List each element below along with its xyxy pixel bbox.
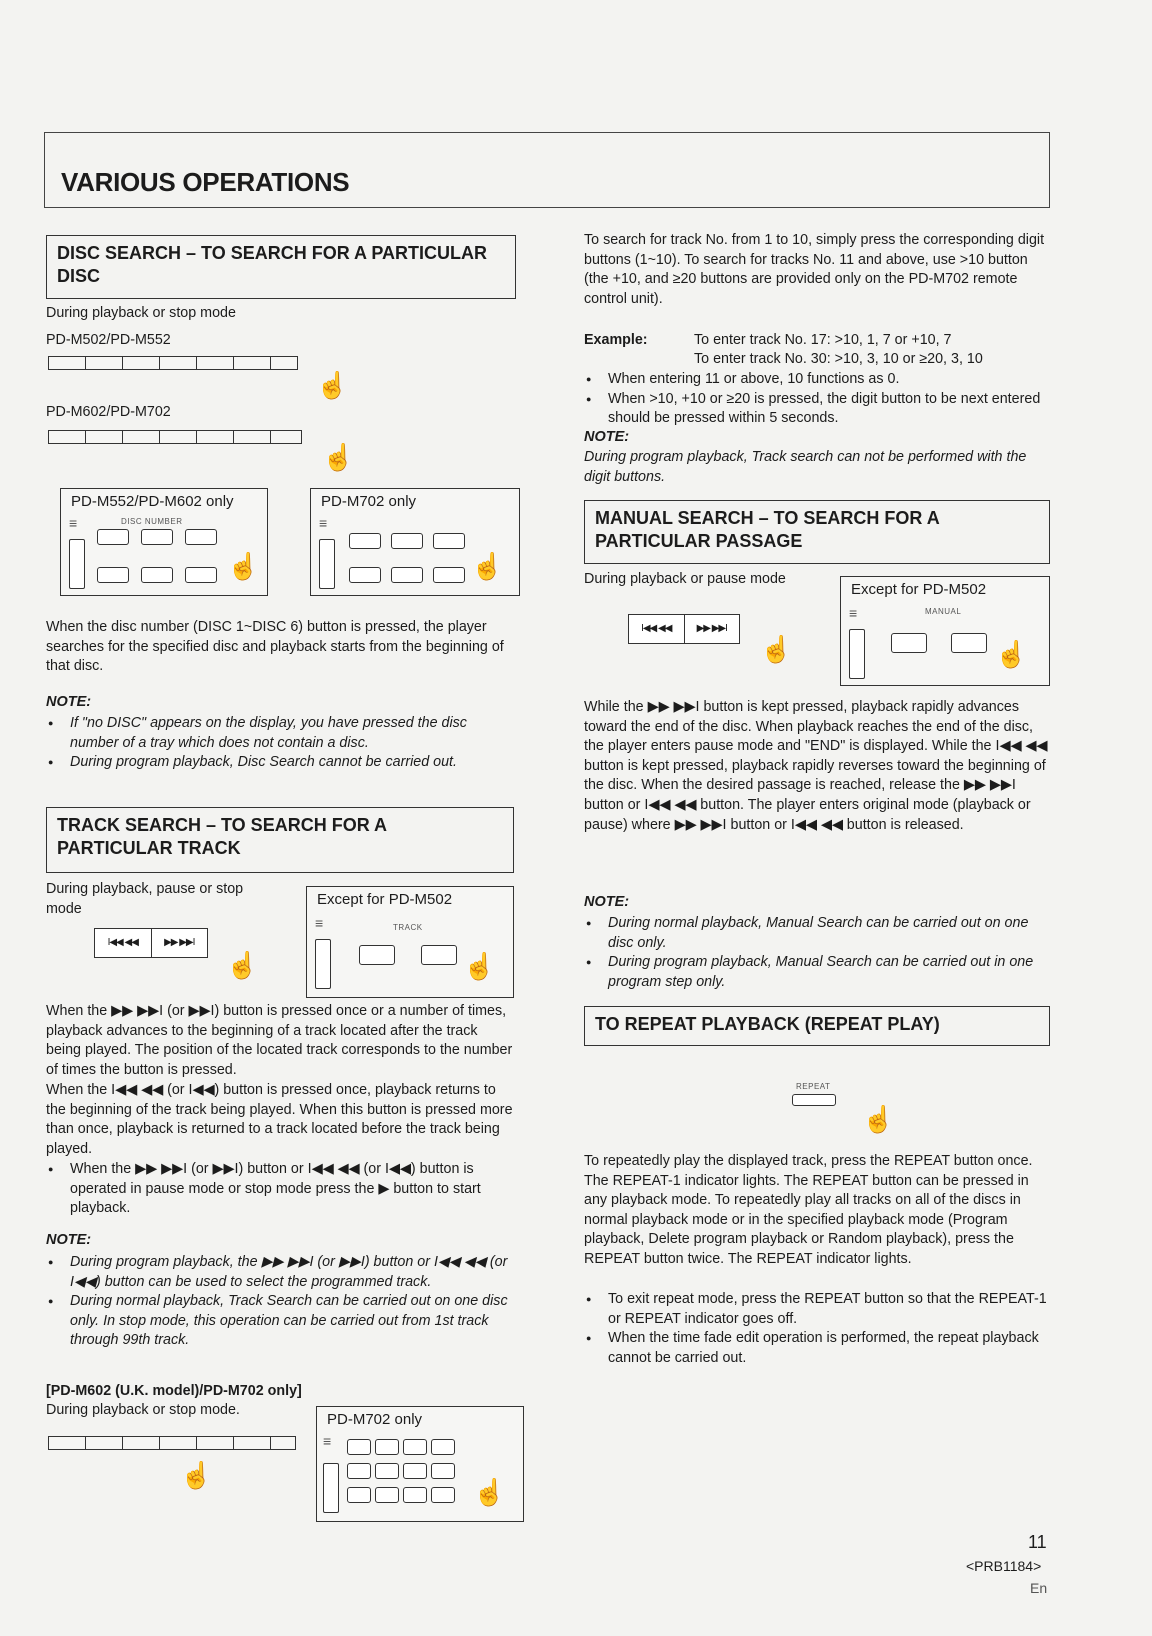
disc-6-button[interactable] bbox=[433, 567, 465, 583]
disc-search-heading: DISC SEARCH – TO SEARCH FOR A PARTICULAR DISC bbox=[46, 235, 516, 299]
digit-button[interactable] bbox=[375, 1439, 399, 1455]
sensor-window bbox=[323, 1463, 339, 1513]
track-search-body-1: When the ▶▶ ▶▶I (or ▶▶I) button is pressed once or a number of times, playback advances to the beginning of a track located after the track being played. The position of the located track corresponds to the number of times the button is pressed. bbox=[46, 1003, 513, 1078]
bullet-item: ● When entering 11 or above, 10 functions as 0. bbox=[584, 370, 1050, 390]
note-item: ● During normal playback, Track Search can be carried out on one disc only. In stop mode, this operation can be carried out from 1st track through 99th track. bbox=[46, 1292, 514, 1351]
note-item: ● During program playback, Disc Search cannot be carried out. bbox=[46, 753, 512, 773]
repeat-bullets bbox=[584, 1290, 1050, 1368]
manual-search-notes bbox=[584, 914, 1050, 992]
disc-1-button[interactable] bbox=[97, 529, 129, 545]
digit-intro: To search for track No. from 1 to 10, simply press the corresponding digit buttons (1~10). To search for tracks No. 11 and above, use >10 button (the +10, and ≥20 buttons are provided only on the PD-M702 remote control unit). bbox=[584, 232, 1045, 307]
digit-note: During program playback, Track search can not be performed with the digit buttons. bbox=[584, 449, 1027, 485]
manual-search-body: While the ▶▶ ▶▶I button is kept pressed, playback rapidly advances toward the end of the disc. When playback reaches the end of the disc, the player enters pause mode and "END" is displayed. While the I◀◀ ◀◀ button is kept pressed, playback rapidly reverses toward the beginning of the disc. When the desired passage is reached, release the ▶▶ ▶▶I button or I◀◀ ◀◀ button. The player enters original mode (playback or pause) where ▶▶ ▶▶I button or I◀◀ ◀◀ button is released. bbox=[584, 699, 1048, 833]
front-panel-strip bbox=[48, 1436, 296, 1450]
example-line-1: To enter track No. 17: >10, 1, 7 or +10, 7 bbox=[694, 332, 952, 348]
skip-forward-button[interactable]: ▶▶ ▶▶I bbox=[164, 937, 195, 948]
track-forward-button[interactable] bbox=[421, 945, 457, 965]
skip-buttons bbox=[628, 614, 740, 644]
model-label-b: PD-M602/PD-M702 bbox=[46, 404, 171, 420]
disc-4-button[interactable] bbox=[97, 567, 129, 583]
disc-6-button[interactable] bbox=[185, 567, 217, 583]
note-item: ● During program playback, Manual Search can be carried out in one program step only. bbox=[584, 953, 1050, 992]
digit-button[interactable] bbox=[375, 1463, 399, 1479]
example-line-2: To enter track No. 30: >10, 3, 10 or ≥20, 3, 10 bbox=[694, 351, 983, 367]
sensor-window bbox=[315, 939, 331, 989]
manual-search-heading: MANUAL SEARCH – TO SEARCH FOR A PARTICULAR PASSAGE bbox=[584, 500, 1050, 564]
track-search-body-2: When the I◀◀ ◀◀ (or I◀◀) button is pressed once, playback returns to the beginning of the track being played. When this button is pressed more than once, playback is returned to a track located before the track being played. bbox=[46, 1082, 513, 1157]
hand-pointer-icon: ☝ bbox=[316, 370, 349, 400]
digit-button[interactable] bbox=[403, 1487, 427, 1503]
disc-5-button[interactable] bbox=[391, 567, 423, 583]
hand-pointer-icon: ☝ bbox=[226, 950, 259, 980]
remote-panel-disc bbox=[60, 488, 268, 596]
digit-button[interactable] bbox=[403, 1439, 427, 1455]
model-label-a: PD-M502/PD-M552 bbox=[46, 332, 171, 348]
note-heading: NOTE: bbox=[46, 694, 92, 710]
panel-title: Except for PD-M502 bbox=[317, 891, 453, 908]
panel-title: PD-M552/PD-M602 only bbox=[71, 493, 234, 510]
disc-search-notes bbox=[46, 714, 512, 773]
remote-panel-track bbox=[306, 886, 514, 998]
note-heading: NOTE: bbox=[46, 1232, 92, 1248]
disc-5-button[interactable] bbox=[141, 567, 173, 583]
front-panel-strip bbox=[48, 356, 298, 370]
repeat-heading: TO REPEAT PLAYBACK (REPEAT PLAY) bbox=[584, 1006, 1050, 1046]
signal-icon: ≡ bbox=[849, 605, 858, 621]
sensor-window bbox=[69, 539, 85, 589]
disc-search-body: When the disc number (DISC 1~DISC 6) button is pressed, the player searches for the specified disc and playback starts from the beginning of that disc. bbox=[46, 619, 504, 675]
hand-pointer-icon: ☝ bbox=[995, 639, 1028, 669]
disc-search-mode: During playback or stop mode bbox=[46, 305, 236, 321]
panel-label: TRACK bbox=[393, 923, 423, 932]
digit-button[interactable] bbox=[431, 1463, 455, 1479]
hand-pointer-icon: ☝ bbox=[471, 551, 504, 581]
note-item: ● During program playback, the ▶▶ ▶▶I (or ▶▶I) button or I◀◀ ◀◀ (or I◀◀) button can be used to select the programmed track. bbox=[46, 1253, 514, 1292]
example-label: Example: bbox=[584, 332, 648, 348]
panel-label: DISC NUMBER bbox=[121, 517, 183, 526]
digit-button[interactable] bbox=[347, 1439, 371, 1455]
signal-icon: ≡ bbox=[315, 915, 324, 931]
disc-3-button[interactable] bbox=[185, 529, 217, 545]
note-item: ● If "no DISC" appears on the display, you have pressed the disc number of a tray which does not contain a disc. bbox=[46, 714, 512, 753]
panel-label: MANUAL bbox=[925, 607, 962, 616]
disc-4-button[interactable] bbox=[349, 567, 381, 583]
skip-forward-button[interactable]: ▶▶ ▶▶I bbox=[696, 623, 727, 634]
page-number: 11 bbox=[1028, 1532, 1047, 1552]
repeat-body: To repeatedly play the displayed track, press the REPEAT button once. The REPEAT-1 indicator lights. The REPEAT button can be pressed in any playback mode. To repeatedly play all tracks on all of the discs in normal playback mode or in the specified playback mode (Program playback, Delete program playback or Random playback), press the REPEAT button twice. The REPEAT indicator lights. bbox=[584, 1153, 1033, 1267]
bullet-item: ● When >10, +10 or ≥20 is pressed, the digit button to be next entered should be pressed within 5 seconds. bbox=[584, 390, 1050, 429]
track-search-mode: During playback, pause or stop mode bbox=[46, 881, 244, 917]
disc-3-button[interactable] bbox=[433, 533, 465, 549]
digit-button[interactable] bbox=[403, 1463, 427, 1479]
front-panel-strip bbox=[48, 430, 302, 444]
digit-bullets bbox=[584, 370, 1050, 429]
hand-pointer-icon: ☝ bbox=[473, 1477, 506, 1507]
signal-icon: ≡ bbox=[69, 515, 78, 531]
manual-back-button[interactable] bbox=[891, 633, 927, 653]
skip-buttons bbox=[94, 928, 208, 958]
hand-pointer-icon: ☝ bbox=[463, 951, 496, 981]
repeat-button[interactable] bbox=[792, 1094, 836, 1106]
bullet-item: ● To exit repeat mode, press the REPEAT button so that the REPEAT-1 or REPEAT indicator goes off. bbox=[584, 1290, 1050, 1329]
manual-search-mode: During playback or pause mode bbox=[584, 571, 786, 587]
panel-title: Except for PD-M502 bbox=[851, 581, 987, 598]
signal-icon: ≡ bbox=[319, 515, 328, 531]
remote-panel-manual bbox=[840, 576, 1050, 686]
note-heading: NOTE: bbox=[584, 894, 630, 910]
panel-title: PD-M702 only bbox=[327, 1411, 423, 1428]
uk-mode: During playback or stop mode. bbox=[46, 1402, 240, 1418]
manual-forward-button[interactable] bbox=[951, 633, 987, 653]
doc-code: <PRB1184> bbox=[966, 1558, 1042, 1574]
track-back-button[interactable] bbox=[359, 945, 395, 965]
track-search-heading: TRACK SEARCH – TO SEARCH FOR A PARTICULAR TRACK bbox=[46, 807, 514, 873]
bullet-item: ● When the ▶▶ ▶▶I (or ▶▶I) button or I◀◀ ◀◀ (or I◀◀) button is operated in pause mode or stop mode press the ▶ button to start playback. bbox=[46, 1160, 514, 1219]
digit-button[interactable] bbox=[431, 1439, 455, 1455]
disc-2-button[interactable] bbox=[391, 533, 423, 549]
hand-pointer-icon: ☝ bbox=[227, 551, 260, 581]
digit-button[interactable] bbox=[347, 1487, 371, 1503]
digit-button[interactable] bbox=[347, 1463, 371, 1479]
panel-title: PD-M702 only bbox=[321, 493, 417, 510]
uk-heading: [PD-M602 (U.K. model)/PD-M702 only] bbox=[46, 1383, 302, 1399]
note-heading: NOTE: bbox=[584, 429, 630, 445]
hand-pointer-icon: ☝ bbox=[760, 634, 793, 664]
remote-panel-digits bbox=[316, 1406, 524, 1522]
skip-back-button[interactable]: I◀◀ ◀◀ bbox=[95, 929, 152, 957]
remote-panel-m702 bbox=[310, 488, 520, 596]
bullet-item: ● When the time fade edit operation is performed, the repeat playback cannot be carried out. bbox=[584, 1329, 1050, 1368]
track-search-notes bbox=[46, 1253, 514, 1351]
hand-pointer-icon: ☝ bbox=[180, 1460, 213, 1490]
disc-2-button[interactable] bbox=[141, 529, 173, 545]
signal-icon: ≡ bbox=[323, 1433, 332, 1449]
digit-button[interactable] bbox=[431, 1487, 455, 1503]
note-item: ● During normal playback, Manual Search can be carried out on one disc only. bbox=[584, 914, 1050, 953]
digit-button[interactable] bbox=[375, 1487, 399, 1503]
hand-pointer-icon: ☝ bbox=[862, 1104, 895, 1134]
track-search-bullets bbox=[46, 1160, 514, 1219]
hand-pointer-icon: ☝ bbox=[322, 442, 355, 472]
sensor-window bbox=[319, 539, 335, 589]
page-title: VARIOUS OPERATIONS bbox=[61, 167, 350, 197]
language-code: En bbox=[1030, 1580, 1048, 1596]
title-box bbox=[44, 132, 1050, 208]
skip-back-button[interactable]: I◀◀ ◀◀ bbox=[629, 615, 685, 643]
repeat-button-label: REPEAT bbox=[796, 1082, 831, 1091]
disc-1-button[interactable] bbox=[349, 533, 381, 549]
sensor-window bbox=[849, 629, 865, 679]
